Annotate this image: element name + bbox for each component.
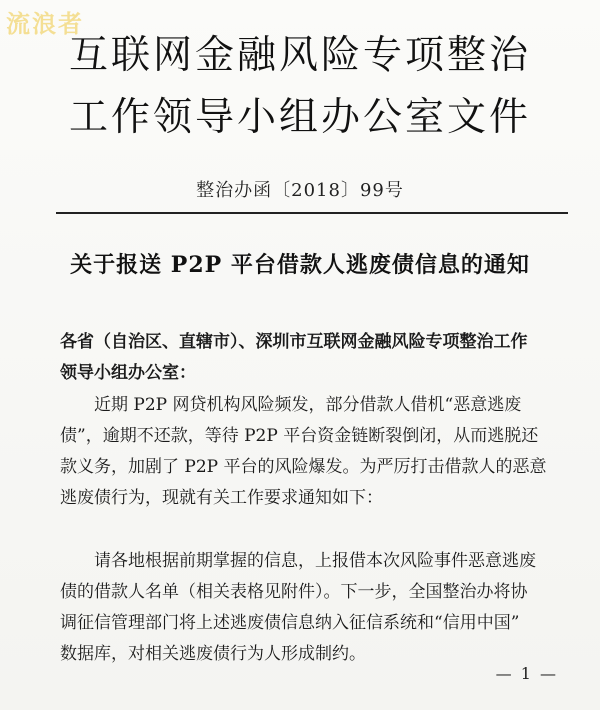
paragraph-line: 债”，逾期不还款，等待 P2P 平台资金链断裂倒闭，从而逃脱还: [60, 426, 539, 446]
addressee-line-1: 各省（自治区、直辖市）、深圳市互联网金融风险专项整治工作: [60, 332, 528, 352]
paragraph-line: 逃废债行为，现就有关工作要求通知如下：: [60, 488, 383, 508]
paragraph-line: 调征信管理部门将上述逃废债信息纳入征信系统和“信用中国”: [60, 613, 520, 633]
paragraph-line: 款义务，加剧了 P2P 平台的风险爆发。为严厉打击借款人的恶意: [60, 457, 547, 477]
header-divider: [56, 212, 568, 214]
notice-title: 关于报送 P2P 平台借款人逃废债信息的通知: [70, 252, 530, 278]
paragraph-2: [60, 546, 560, 670]
addressee: [60, 327, 560, 389]
page-number: — 1 —: [495, 664, 558, 683]
paragraph-line: 近期 P2P 网贷机构风险频发，部分借款人借机“恶意逃废: [94, 395, 522, 415]
paragraph-1: [60, 390, 560, 514]
addressee-line-2: 领导小组办公室：: [60, 363, 196, 383]
paragraph-line: 数据库，对相关逃废债行为人形成制约。: [60, 644, 366, 664]
document-number: 整治办函〔2018〕99号: [196, 180, 404, 201]
issuer-title-line-1: 互联网金融风险专项整治: [68, 33, 531, 78]
paragraph-line: 债的借款人名单（相关表格见附件）。下一步，全国整治办将协: [60, 582, 528, 602]
paragraph-line: 请各地根据前期掌握的信息，上报借本次风险事件恶意逃废: [94, 551, 536, 571]
watermark: 流浪者: [6, 10, 84, 38]
issuer-title-line-2: 工作领导小组办公室文件: [68, 95, 531, 140]
